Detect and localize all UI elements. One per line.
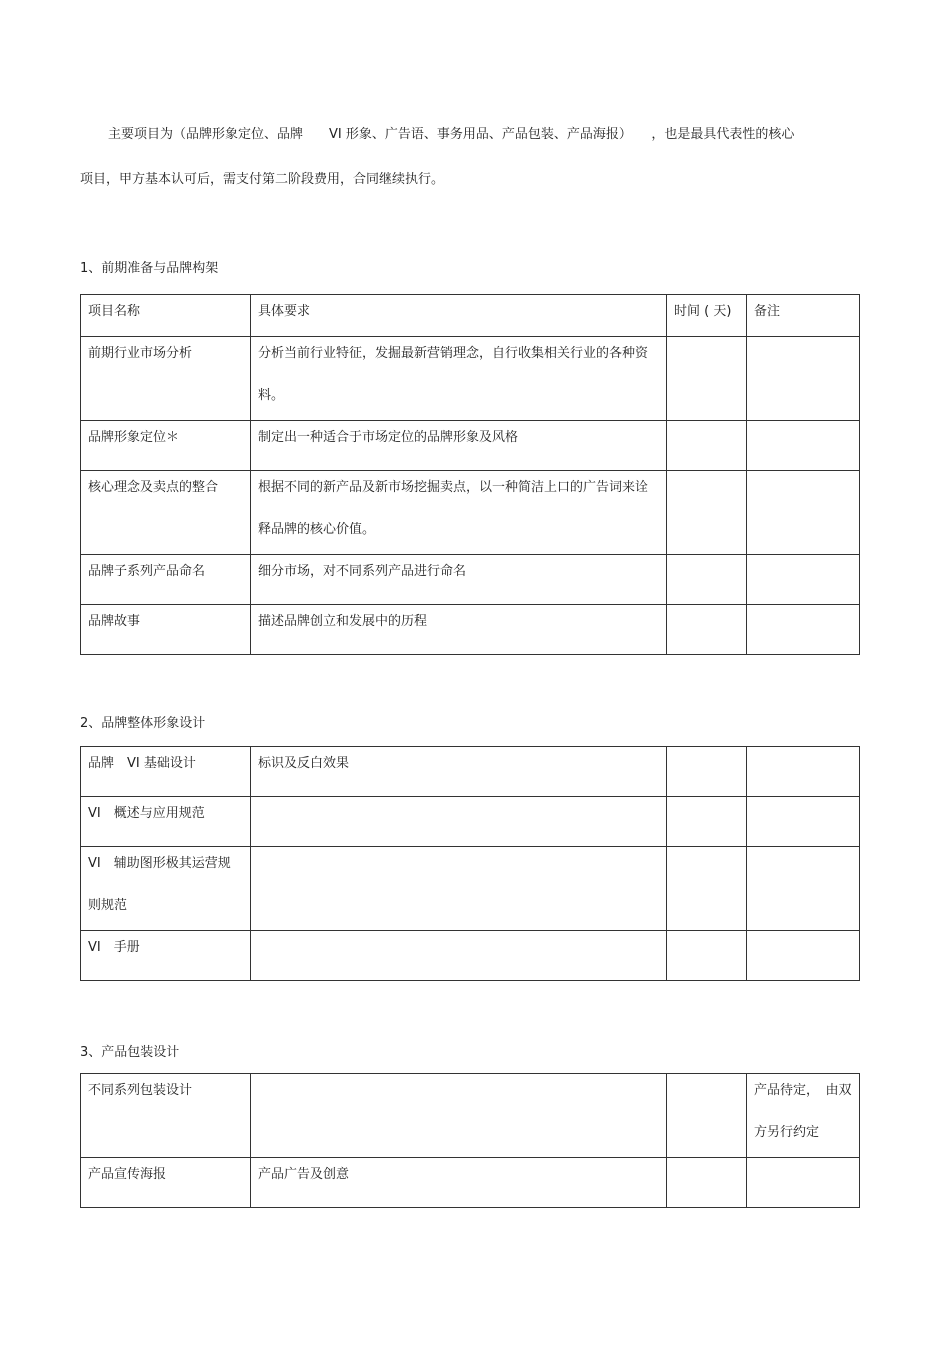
header-requirements	[251, 295, 667, 337]
table-row	[81, 337, 860, 421]
cell-text: 项目名称	[88, 304, 141, 319]
table-row	[81, 471, 860, 555]
table-cell	[81, 605, 251, 655]
table-cell	[251, 421, 667, 471]
table-cell	[81, 1158, 251, 1208]
header-notes	[747, 295, 860, 337]
section-2-heading: 2、品牌整体形象设计	[80, 716, 206, 731]
cell-text: 前期行业市场分析	[88, 346, 193, 361]
table-cell	[667, 931, 747, 981]
cell-text: 品牌故事	[88, 614, 141, 629]
table-cell	[251, 1074, 667, 1158]
section-3-heading: 3、产品包装设计	[80, 1045, 180, 1060]
cell-text: 细分市场，对不同系列产品进行命名	[258, 564, 467, 579]
cell-text: VI 辅助图形极其运营规则规范	[88, 856, 231, 913]
section-1-heading: 1、前期准备与品牌构架	[80, 261, 219, 276]
cell-text: 品牌子系列产品命名	[88, 564, 206, 579]
intro-line-2: 项目，甲方基本认可后，需支付第二阶段费用，合同继续执行。	[80, 172, 445, 187]
table-row	[81, 931, 860, 981]
cell-text: 产品宣传海报	[88, 1167, 167, 1182]
table-row	[81, 421, 860, 471]
table-cell	[81, 747, 251, 797]
table-cell	[747, 747, 860, 797]
section-1-table	[80, 294, 860, 655]
cell-text: 品牌 VI 基础设计	[88, 756, 196, 771]
table-cell	[667, 797, 747, 847]
table-cell	[251, 471, 667, 555]
cell-text: 根据不同的新产品及新市场挖掘卖点，以一种简洁上口的广告词来诠释品牌的核心价值。	[258, 480, 649, 537]
section-3-table	[80, 1073, 860, 1208]
table-cell	[81, 337, 251, 421]
cell-text: 核心理念及卖点的整合	[88, 480, 219, 495]
table-row	[81, 747, 860, 797]
header-item-name	[81, 295, 251, 337]
cell-text: 制定出一种适合于市场定位的品牌形象及风格	[258, 430, 519, 445]
table-cell	[251, 1158, 667, 1208]
table-cell	[251, 797, 667, 847]
cell-text: 时间 ( 天)	[674, 304, 732, 319]
table-cell	[667, 847, 747, 931]
table-cell	[747, 471, 860, 555]
table-row	[81, 847, 860, 931]
header-time	[667, 295, 747, 337]
table-cell	[747, 797, 860, 847]
table-cell	[747, 421, 860, 471]
table-row	[81, 555, 860, 605]
table-cell	[747, 931, 860, 981]
table-cell	[667, 1074, 747, 1158]
table-row	[81, 605, 860, 655]
table-cell	[251, 847, 667, 931]
table-cell	[747, 555, 860, 605]
table-cell	[251, 605, 667, 655]
table-cell	[747, 1158, 860, 1208]
table-cell	[747, 605, 860, 655]
table-cell	[747, 1074, 860, 1158]
cell-text: 备注	[754, 304, 781, 319]
table-cell	[81, 797, 251, 847]
table-cell	[667, 471, 747, 555]
table-cell	[251, 931, 667, 981]
table-row	[81, 1074, 860, 1158]
table-cell	[81, 471, 251, 555]
table-cell	[667, 747, 747, 797]
table-cell	[667, 605, 747, 655]
cell-text: 具体要求	[258, 304, 311, 319]
section-2-table	[80, 746, 860, 981]
cell-text: 描述品牌创立和发展中的历程	[258, 614, 428, 629]
table-header-row	[81, 295, 860, 337]
table-cell	[667, 1158, 747, 1208]
table-cell	[81, 555, 251, 605]
table-cell	[667, 555, 747, 605]
table-cell	[747, 847, 860, 931]
table-cell	[251, 337, 667, 421]
cell-text: 标识及反白效果	[258, 756, 350, 771]
table-row	[81, 1158, 860, 1208]
table-cell	[81, 421, 251, 471]
table-cell	[81, 1074, 251, 1158]
table-cell	[81, 931, 251, 981]
table-cell	[667, 421, 747, 471]
cell-text: 产品待定， 由双方另行约定	[754, 1083, 852, 1140]
table-cell	[747, 337, 860, 421]
cell-text: VI 手册	[88, 940, 140, 955]
table-cell	[667, 337, 747, 421]
cell-text: VI 概述与应用规范	[88, 806, 205, 821]
cell-text: 分析当前行业特征，发掘最新营销理念，自行收集相关行业的各种资料。	[258, 346, 649, 403]
table-cell	[251, 555, 667, 605]
cell-text: 不同系列包装设计	[88, 1083, 193, 1098]
table-row	[81, 797, 860, 847]
cell-text: 产品广告及创意	[258, 1167, 350, 1182]
cell-text: 品牌形象定位＊	[88, 430, 180, 445]
table-cell	[81, 847, 251, 931]
intro-line-1: 主要项目为（品牌形象定位、品牌 VI 形象、广告语、事务用品、产品包装、产品海报） ，也是最具代表性的核心	[108, 127, 795, 142]
table-cell	[251, 747, 667, 797]
